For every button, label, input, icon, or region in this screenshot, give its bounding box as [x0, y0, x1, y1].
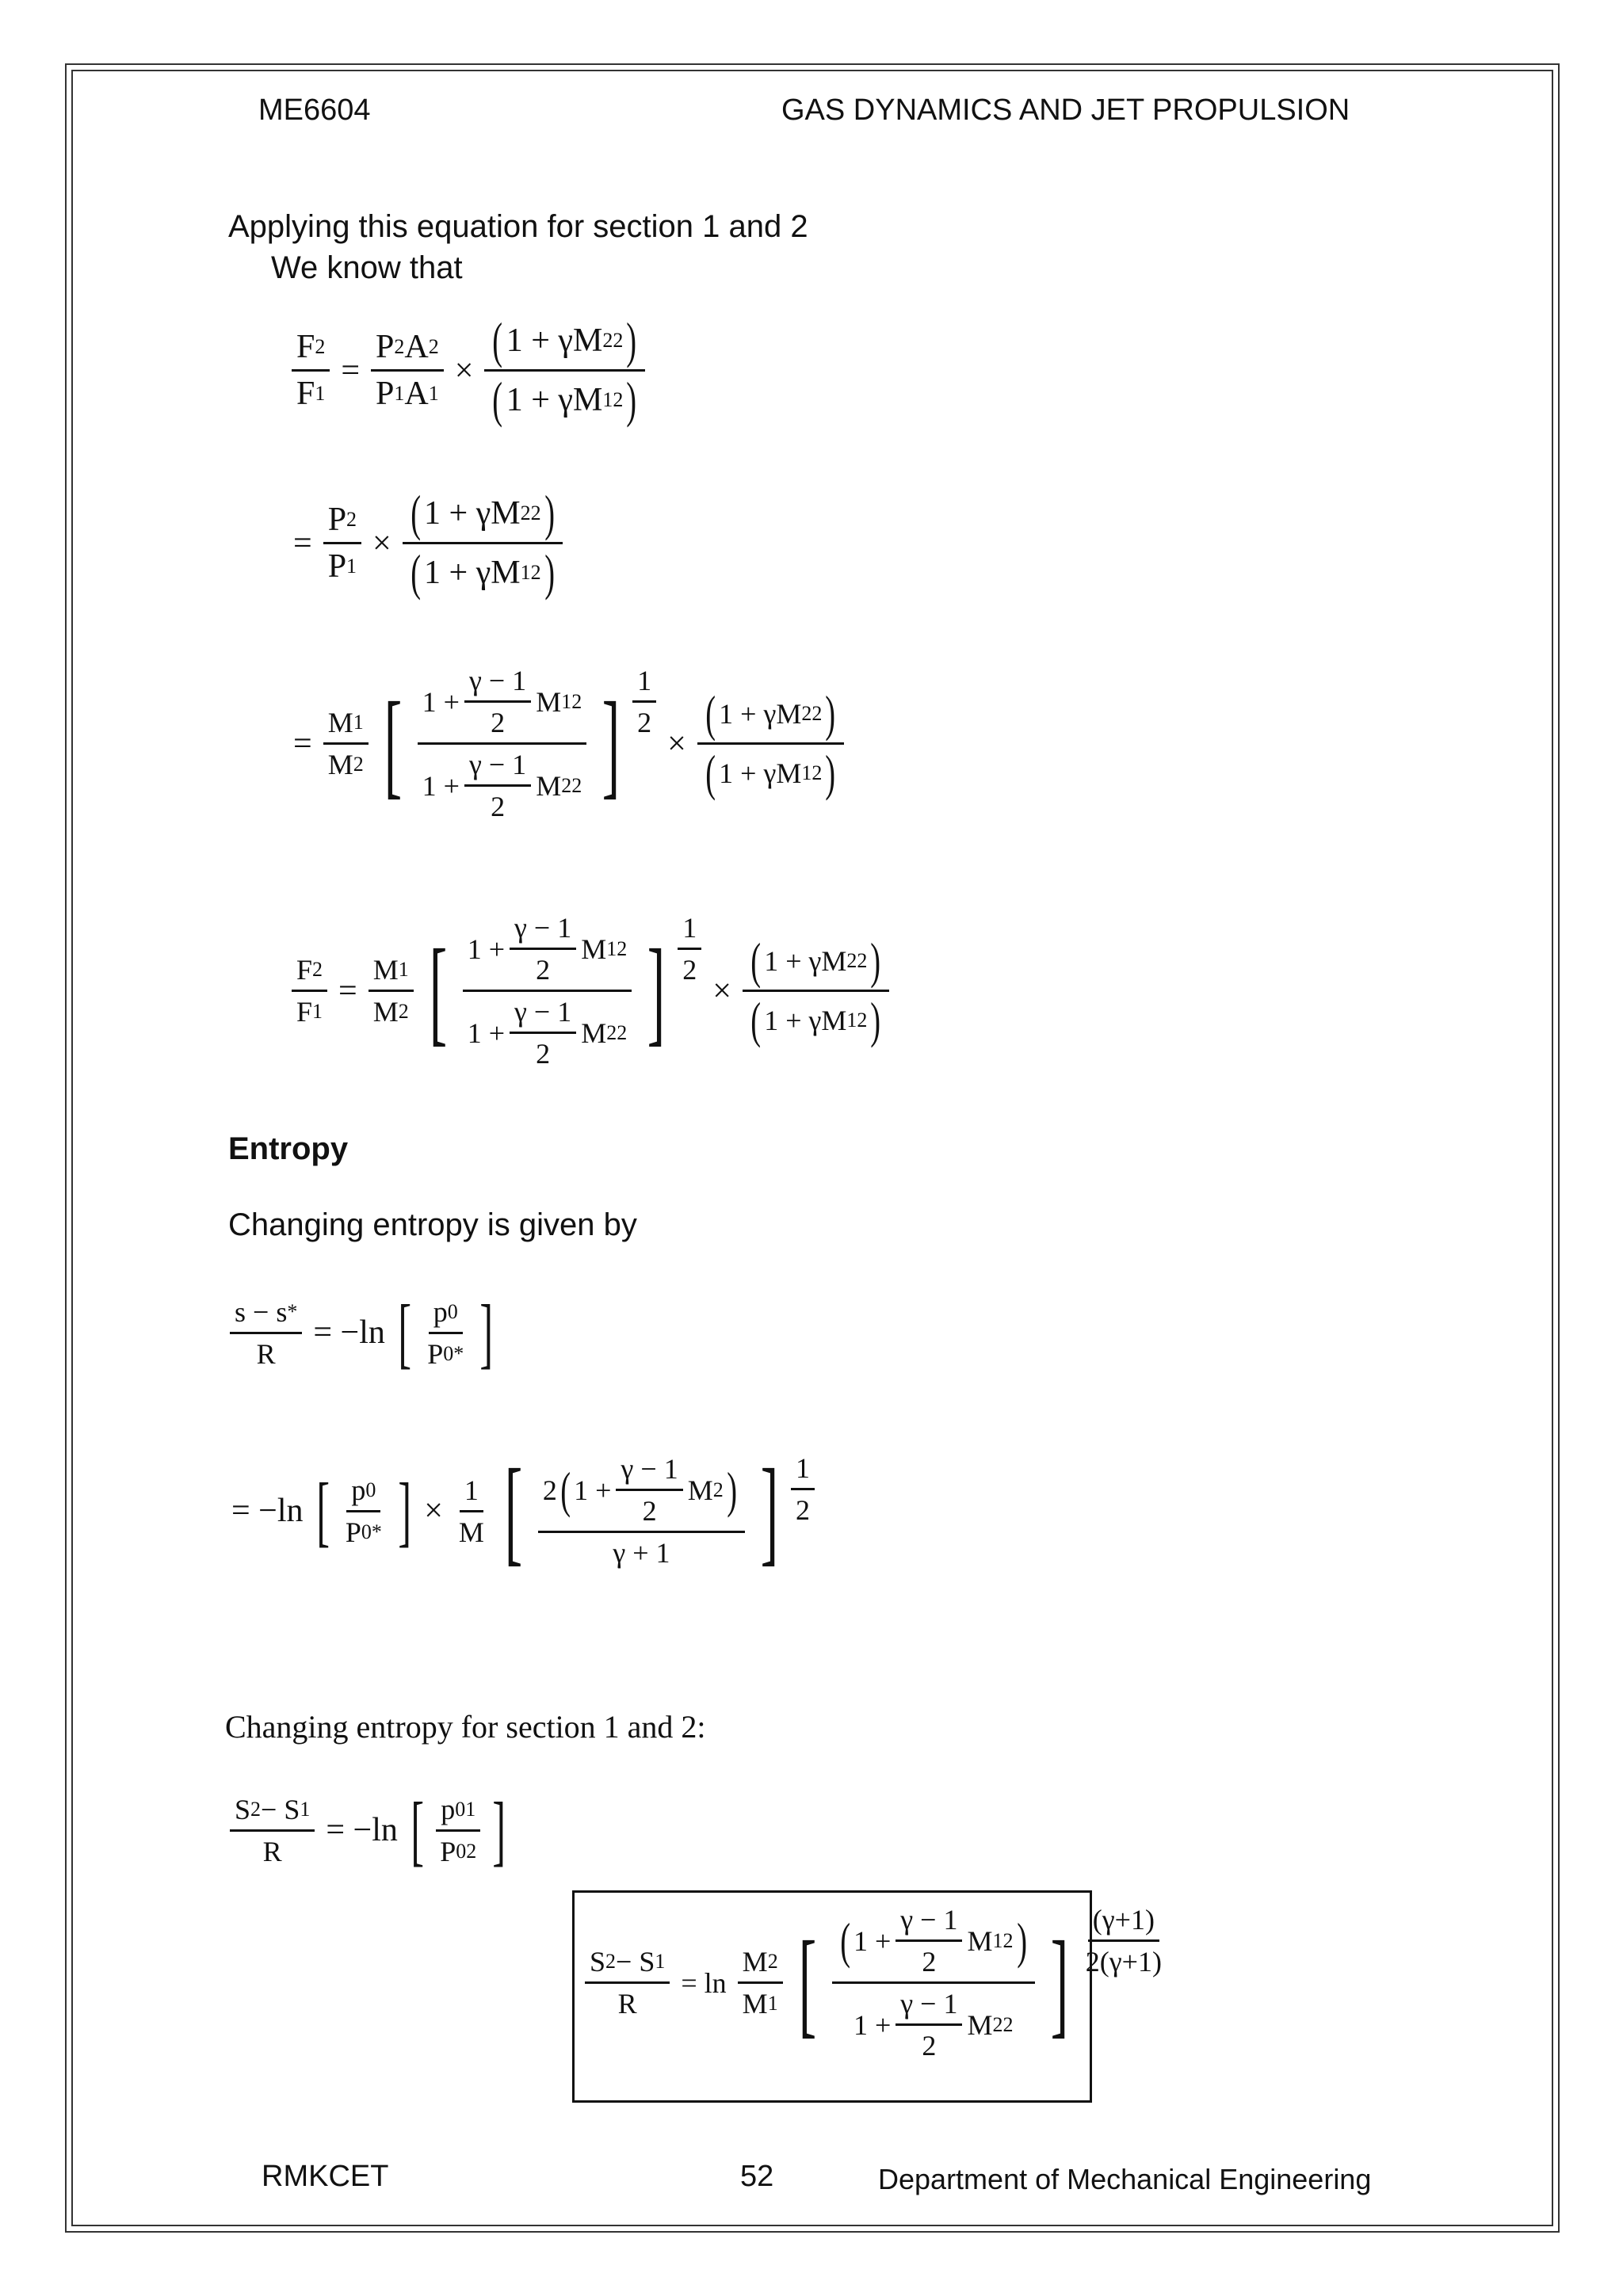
course-code: ME6604 [258, 93, 371, 127]
equation-entropy-1: s − s * R = −ln [ p 0 P 0 * ] [225, 1293, 500, 1372]
equation-thrust-ratio-3: = M 1 M 2 [ 1 + $\frac{\gamma - 1}{2}$ M 1 2 1 + $\frac{\gamma - 1}{2}$ M 2 2 ] $\frac{1}{2}$ × ( 1 + γM 2 2 ) ( 1 + γM 1 2 ) [287, 664, 849, 823]
equation-entropy-final: S 2 − S 1 R = ln M 2 M 1 [ ( 1 + $\frac{\gamma - 1}{2}$ M 1 2 ) 1 + $\frac{\gamma - 1}{2}$ M 2 2 ] $\frac{(\gamma+1)}{2(\gamma+1)}$ [580, 1903, 1171, 2062]
equation-thrust-ratio-2: = P 2 P 1 × ( 1 + γM 2 2 ) ( 1 + γM 1 2 ) [287, 488, 567, 598]
entropy-section-line: Changing entropy for section 1 and 2: [225, 1709, 706, 1745]
course-title: GAS DYNAMICS AND JET PROPULSION [781, 93, 1350, 127]
equation-thrust-ratio-1: F 2 F 1 = P 2 A 2 P 1 A 1 × ( 1 + γM 2 2 ) ( 1 + γM 1 2 ) [287, 315, 650, 425]
footer-department: Department of Mechanical Engineering [878, 2163, 1372, 2195]
we-know-line: We know that [271, 250, 463, 285]
entropy-intro-line: Changing entropy is given by [228, 1207, 637, 1242]
intro-line: Applying this equation for section 1 and 2 [228, 209, 808, 244]
equation-thrust-ratio-final: F 2 F 1 = M 1 M 2 [ 1 + $\frac{\gamma - 1}{2}$ M 1 2 1 + $\frac{\gamma - 1}{2}$ M 2 2 ] $\frac{1}{2}$ × ( 1 + γM 2 2 ) ( 1 + γM 1 2 ) [287, 911, 894, 1070]
equation-entropy-2: = −ln [ p 0 P 0 * ] × $\frac{1}{M}$ [ 2 ( 1 + $\frac{\gamma - 1}{2}$ M 2 ) γ + 1 ] $\frac{1}{2}$ [225, 1451, 819, 1570]
entropy-heading: Entropy [228, 1131, 349, 1166]
page-number: 52 [740, 2160, 774, 2193]
footer-college: RMKCET [262, 2160, 389, 2193]
equation-entropy-3: S 2 − S 1 R = −ln [ p 01 P 02 ] [225, 1791, 513, 1870]
